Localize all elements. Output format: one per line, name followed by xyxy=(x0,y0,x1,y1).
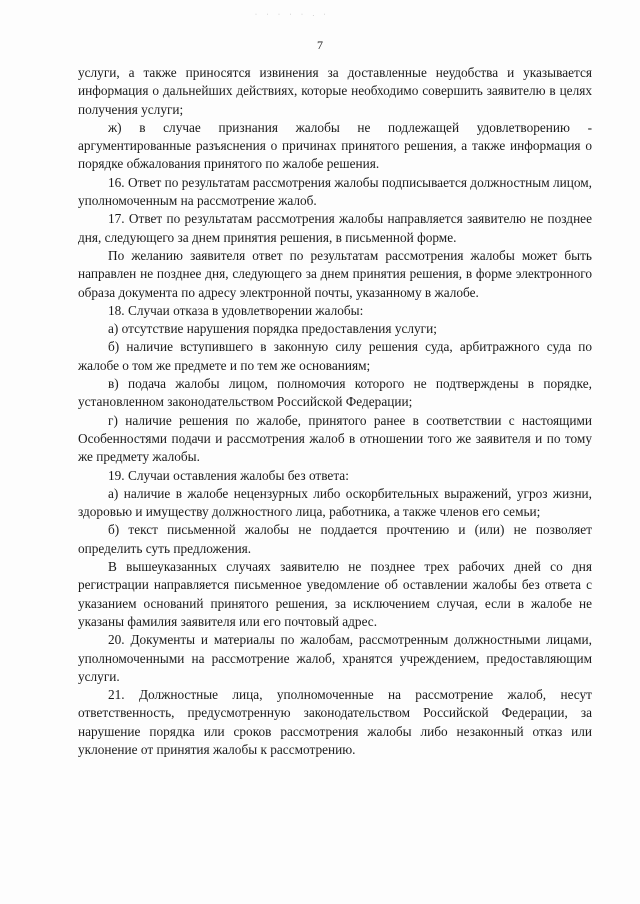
paragraph-5: 18. Случаи отказа в удовлетворении жалобы: xyxy=(108,302,364,318)
paragraph-14: 20. Документы и материалы по жалобам, рассмотренным должностными лицами, уполномоченными на рассмотрение жалоб, хранятся учреждением, предоставляющим услуги. xyxy=(78,632,592,684)
paragraph-12: б) текст письменной жалобы не поддается прочтению и (или) не позволяет определить суть предложения. xyxy=(78,522,592,556)
paragraph-0: услуги, а также приносятся извинения за доставленные неудобства и указывается информация о дальнейших действиях, которые необходимо совершить заявителю в целях получения услуги; xyxy=(78,65,592,117)
paragraph-15: 21. Должностные лица, уполномоченные на рассмотрение жалоб, несут ответственность, предусмотренную законодательством Российской Федерации, за нарушение порядка или сроков рассмотрения жалобы либо незаконный отказ или уклонение от принятия жалобы к рассмотрению. xyxy=(78,687,592,757)
document-body xyxy=(78,64,592,759)
paragraph-10: 19. Случаи оставления жалобы без ответа: xyxy=(108,467,349,483)
paragraph-3: 17. Ответ по результатам рассмотрения жалобы направляется заявителю не позднее дня, следующего за днем принятия решения, в письменной форме. xyxy=(78,211,592,245)
paragraph-4: По желанию заявителя ответ по результатам рассмотрения жалобы может быть направлен не позднее дня, следующего за днем принятия решения, в форме электронного образа документа по адресу электронной почты, указанному в жалобе. xyxy=(78,247,592,300)
paragraph-9: г) наличие решения по жалобе, принятого ранее в соответствии с настоящими Особенностями подачи и рассмотрения жалоб в отношении того же заявителя и по тому же предмету жалобы. xyxy=(78,412,592,465)
paragraph-8: в) подача жалобы лицом, полномочия которого не подтверждены в порядке, установленном законодательством Российской Федерации; xyxy=(78,376,592,410)
paragraph-13: В вышеуказанных случаях заявителю не позднее трех рабочих дней со дня регистрации направляется письменное уведомление об оставлении жалобы без ответа с указанием оснований принятого решения, за исключением случая, если в жалобе не указаны фамилия заявителя или его почтовый адрес. xyxy=(78,559,592,629)
page-number: 7 xyxy=(317,38,323,52)
paragraph-7: б) наличие вступившего в законную силу решения суда, арбитражного суда по жалобе о том же предмете и по тем же основаниям; xyxy=(78,339,592,373)
paragraph-1: ж) в случае признания жалобы не подлежащей удовлетворению - аргументированные разъяснения о причинах принятого решения, а также информация о порядке обжалования принятого по жалобе решения. xyxy=(78,119,592,172)
paragraph-6: а) отсутствие нарушения порядка предоставления услуги; xyxy=(108,321,437,337)
scan-artifact-marks: · · · · · . · xyxy=(255,12,330,18)
paragraph-11: а) наличие в жалобе нецензурных либо оскорбительных выражений, угроз жизни, здоровью и имуществу должностного лица, работника, а также членов его семьи; xyxy=(78,485,592,520)
paragraph-2: 16. Ответ по результатам рассмотрения жалобы подписывается должностным лицом, уполномоченным на рассмотрение жалоб. xyxy=(78,174,592,209)
